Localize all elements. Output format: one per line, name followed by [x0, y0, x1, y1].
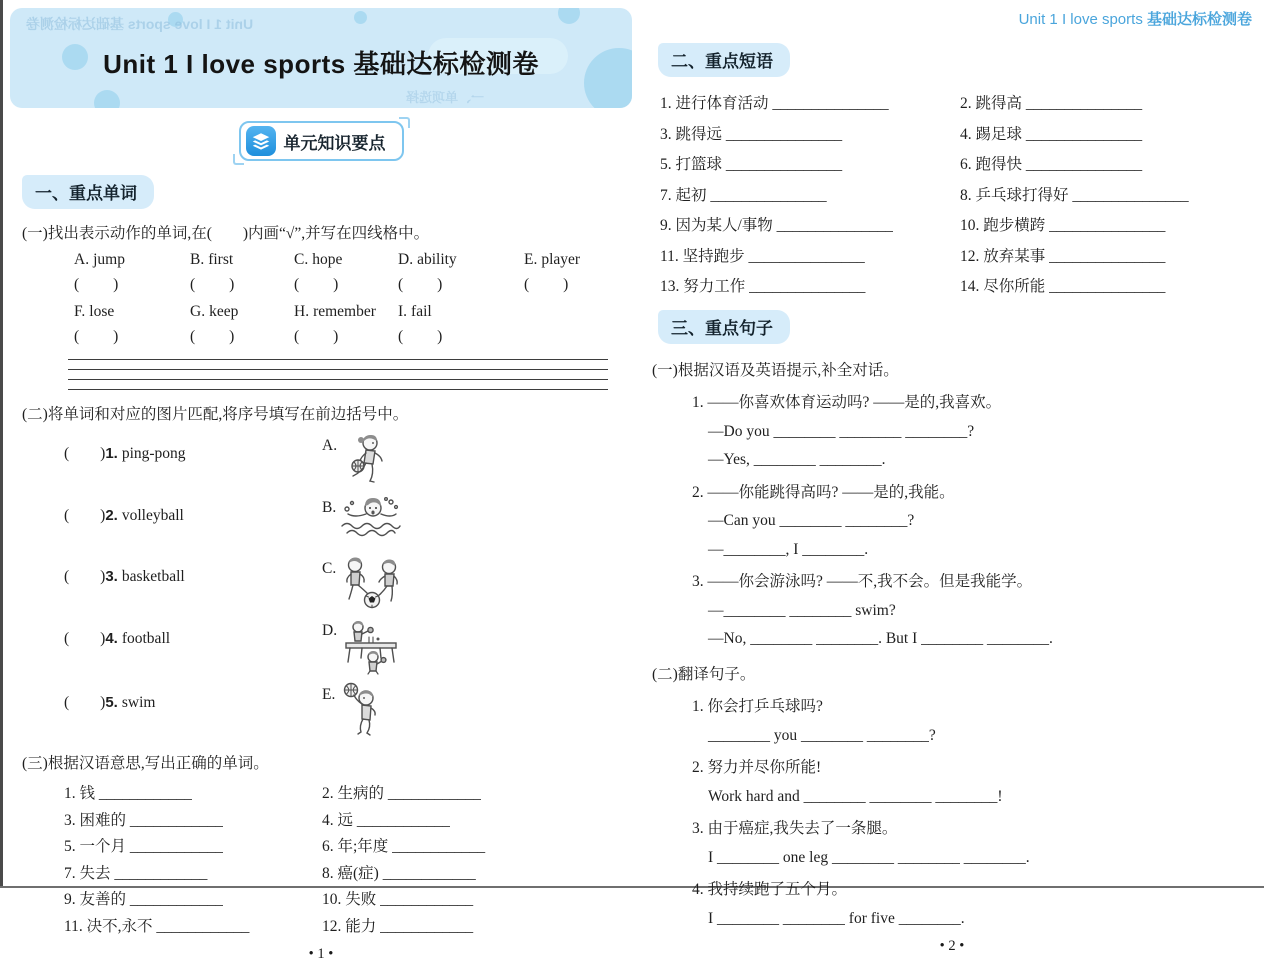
option-letter: I. — [398, 303, 408, 320]
part1-instruction: (一)找出表示动作的单词,在( )内画“√”,并写在四线格中。 — [22, 225, 430, 242]
phrase-item: 11. 坚持跑步 _______________ — [660, 247, 865, 265]
vocab-item: 11. 决不,永不 ____________ — [64, 917, 250, 935]
option-letter: D. — [398, 251, 414, 268]
option-word: jump — [93, 251, 125, 268]
item-number: 2. — [105, 507, 118, 524]
option-word: player — [541, 251, 581, 268]
scan-edge-left — [0, 0, 3, 888]
match-picture — [322, 681, 384, 739]
answer-bracket: ( ) — [74, 276, 120, 293]
dialogue-line: —Yes, ________ ________. — [708, 451, 886, 468]
translation-line: ________ you ________ ________? — [708, 726, 936, 744]
option-word: ability — [417, 251, 457, 268]
phrase-item: 1. 进行体育活动 _______________ — [660, 95, 889, 112]
match-item — [64, 681, 322, 712]
handwriting-lines — [68, 359, 608, 390]
answer-bracket: ( ) — [398, 276, 444, 293]
page-1 — [10, 0, 632, 963]
option-letter: A. — [74, 251, 90, 268]
match-item — [64, 494, 322, 525]
picture-letter: C. — [322, 560, 337, 577]
running-header-cn: 基础达标检测卷 — [1146, 11, 1252, 28]
answer-bracket: ( ) — [64, 568, 106, 585]
translation-line: 3. 由于癌症,我失去了一条腿。 — [692, 820, 898, 837]
picture-letter: E. — [322, 686, 336, 703]
badge-corner-mark — [233, 154, 244, 165]
part3-instruction: (三)根据汉语意思,写出正确的单词。 — [22, 755, 269, 772]
match-picture — [322, 555, 405, 611]
dialogue-line: 3. ——你会游泳吗? ——不,我不会。但是我能学。 — [692, 573, 1033, 590]
translation-line: I ________ ________ for five ________. — [708, 909, 965, 927]
option-letter: F. — [74, 303, 86, 320]
match-row — [64, 617, 632, 675]
swimming-boy-picture — [339, 494, 403, 540]
item-word: football — [121, 630, 171, 647]
word-option — [294, 251, 398, 303]
item-word: ping-pong — [121, 445, 186, 462]
match-picture — [322, 494, 403, 540]
vocab-item: 1. 钱 ____________ — [64, 785, 192, 802]
word-option — [524, 251, 632, 303]
phrase-item: 12. 放弃某事 _______________ — [960, 247, 1166, 265]
vocab-item: 4. 远 ____________ — [322, 811, 450, 829]
answer-bracket: ( ) — [524, 276, 570, 293]
phrase-item: 7. 起初 _______________ — [660, 186, 827, 204]
match-row — [64, 432, 632, 488]
vocab-item: 12. 能力 ____________ — [322, 917, 474, 935]
vocab-item: 5. 一个月 ____________ — [64, 838, 223, 855]
running-header-en: Unit 1 I love sports — [1018, 11, 1147, 28]
answer-bracket: ( ) — [64, 507, 106, 524]
heading-key-sentences: 三、重点句子 — [658, 310, 790, 344]
phrase-item: 4. 踢足球 _______________ — [960, 125, 1143, 143]
phrase-item: 2. 跳得高 _______________ — [960, 95, 1143, 112]
option-letter: E. — [524, 251, 538, 268]
vocab-item: 6. 年;年度 ____________ — [322, 838, 486, 855]
ghost-print-through-secondary: 一、单项选择 — [405, 90, 484, 105]
answer-bracket: ( ) — [74, 328, 120, 345]
dialogue-instruction: (一)根据汉语及英语提示,补全对话。 — [652, 362, 899, 379]
item-word: swim — [121, 694, 156, 711]
option-word: hope — [312, 251, 343, 268]
word-option — [74, 251, 190, 303]
option-word: first — [208, 251, 234, 268]
dialogue-line: —________ ________ swim? — [708, 601, 896, 619]
word-option — [74, 303, 190, 355]
vocab-item: 7. 失去 ____________ — [64, 864, 208, 882]
translation-line: 4. 我持续跑了五个月。 — [692, 881, 848, 898]
word-choice-grid — [74, 251, 632, 355]
answer-bracket: ( ) — [64, 445, 106, 462]
unit-title: Unit 1 I love sports 基础达标检测卷 — [103, 49, 539, 79]
translation-line: Work hard and ________ ________ ________! — [708, 787, 1003, 805]
basketball-girl-picture — [340, 432, 394, 488]
match-item — [64, 617, 322, 648]
table-tennis-picture — [340, 617, 402, 675]
item-word: basketball — [121, 568, 185, 585]
picture-letter: B. — [322, 499, 337, 516]
option-word: fail — [411, 303, 432, 320]
vocab-item: 2. 生病的 ____________ — [322, 785, 481, 802]
translation-line: 2. 努力并尽你所能! — [692, 759, 822, 776]
answer-bracket: ( ) — [190, 276, 236, 293]
vocab-item: 9. 友善的 ____________ — [64, 891, 223, 908]
match-item — [64, 555, 322, 586]
answer-bracket: ( ) — [294, 328, 340, 345]
dialogue-line: 2. ——你能跳得高吗? ——是的,我能。 — [692, 483, 955, 501]
heading-key-words: 一、重点单词 — [22, 175, 154, 209]
vocab-item: 3. 困难的 ____________ — [64, 811, 223, 829]
badge-label: 单元知识要点 — [283, 133, 386, 153]
option-word: keep — [209, 303, 239, 320]
option-letter: C. — [294, 251, 309, 268]
translation-instruction: (二)翻译句子。 — [652, 666, 756, 683]
option-word: remember — [313, 303, 376, 320]
decorative-dot — [94, 90, 120, 108]
option-letter: H. — [294, 303, 310, 320]
heading-key-phrases: 二、重点短语 — [658, 43, 790, 77]
match-row — [64, 681, 632, 739]
page-number: • 1 • — [308, 945, 334, 962]
match-row — [64, 494, 632, 549]
phrase-item: 13. 努力工作 _______________ — [660, 278, 866, 295]
match-item — [64, 432, 322, 463]
word-option — [190, 251, 294, 303]
vocab-item: 8. 癌(症) ____________ — [322, 864, 476, 882]
phrase-item: 6. 跑得快 _______________ — [960, 156, 1143, 173]
chinese-to-english-grid — [64, 781, 632, 936]
picture-letter: D. — [322, 622, 338, 639]
phrase-item: 5. 打篮球 _______________ — [660, 156, 843, 173]
part2-instruction: (二)将单词和对应的图片匹配,将序号填写在前边括号中。 — [22, 406, 409, 423]
page-number: • 2 • — [939, 938, 965, 954]
word-option — [190, 303, 294, 355]
title-banner — [10, 8, 632, 108]
football-kids-picture — [339, 555, 405, 611]
dialogue-line: —Do you ________ ________ ________? — [708, 422, 975, 440]
volleyball-boy-picture — [338, 681, 384, 739]
translation-line: 1. 你会打乒乓球吗? — [692, 698, 823, 715]
page-2 — [652, 0, 1252, 955]
answer-bracket: ( ) — [398, 328, 444, 345]
picture-letter: A. — [322, 437, 338, 454]
running-header — [652, 0, 1252, 29]
item-word: volleyball — [121, 507, 184, 524]
match-picture — [322, 617, 402, 675]
match-picture — [322, 432, 394, 488]
answer-bracket: ( ) — [294, 276, 340, 293]
word-option — [398, 303, 524, 355]
phrase-item: 3. 跳得远 _______________ — [660, 125, 843, 143]
item-number: 3. — [105, 568, 118, 585]
dialogue-line: —________, I ________. — [708, 540, 869, 558]
unit-knowledge-badge — [239, 121, 404, 161]
match-row — [64, 555, 632, 611]
phrase-item: 14. 尽你所能 _______________ — [960, 278, 1166, 295]
badge-corner-mark — [399, 117, 410, 128]
option-letter: B. — [190, 251, 205, 268]
dialogue-line: 1. ——你喜欢体育运动吗? ——是的,我喜欢。 — [692, 394, 1002, 411]
phrase-grid — [660, 91, 1252, 296]
item-number: 4. — [105, 630, 118, 647]
option-letter: G. — [190, 303, 206, 320]
answer-bracket: ( ) — [64, 630, 106, 647]
phrase-item: 8. 乒乓球打得好 _______________ — [960, 186, 1189, 204]
item-number: 5. — [105, 694, 118, 711]
badge-row — [10, 121, 632, 161]
stacked-books-icon — [246, 126, 276, 156]
translation-line: I ________ one leg ________ ________ ________. — [708, 848, 1030, 866]
word-option — [294, 303, 398, 355]
option-word: lose — [89, 303, 115, 320]
item-number: 1. — [105, 445, 118, 462]
word-option — [398, 251, 524, 303]
vocab-item: 10. 失败 ____________ — [322, 891, 474, 908]
dialogue-line: —Can you ________ ________? — [708, 512, 915, 529]
phrase-item: 9. 因为某人/事物 _______________ — [660, 217, 893, 234]
answer-bracket: ( ) — [190, 328, 236, 345]
ghost-print-through-title: Unit 1 I love sports 基础达标检测卷 — [26, 16, 254, 32]
dialogue-line: —No, ________ ________. But I ________ ________. — [708, 630, 1053, 647]
phrase-item: 10. 跑步横跨 _______________ — [960, 217, 1166, 234]
word-option-empty — [524, 303, 632, 355]
answer-bracket: ( ) — [64, 694, 106, 711]
